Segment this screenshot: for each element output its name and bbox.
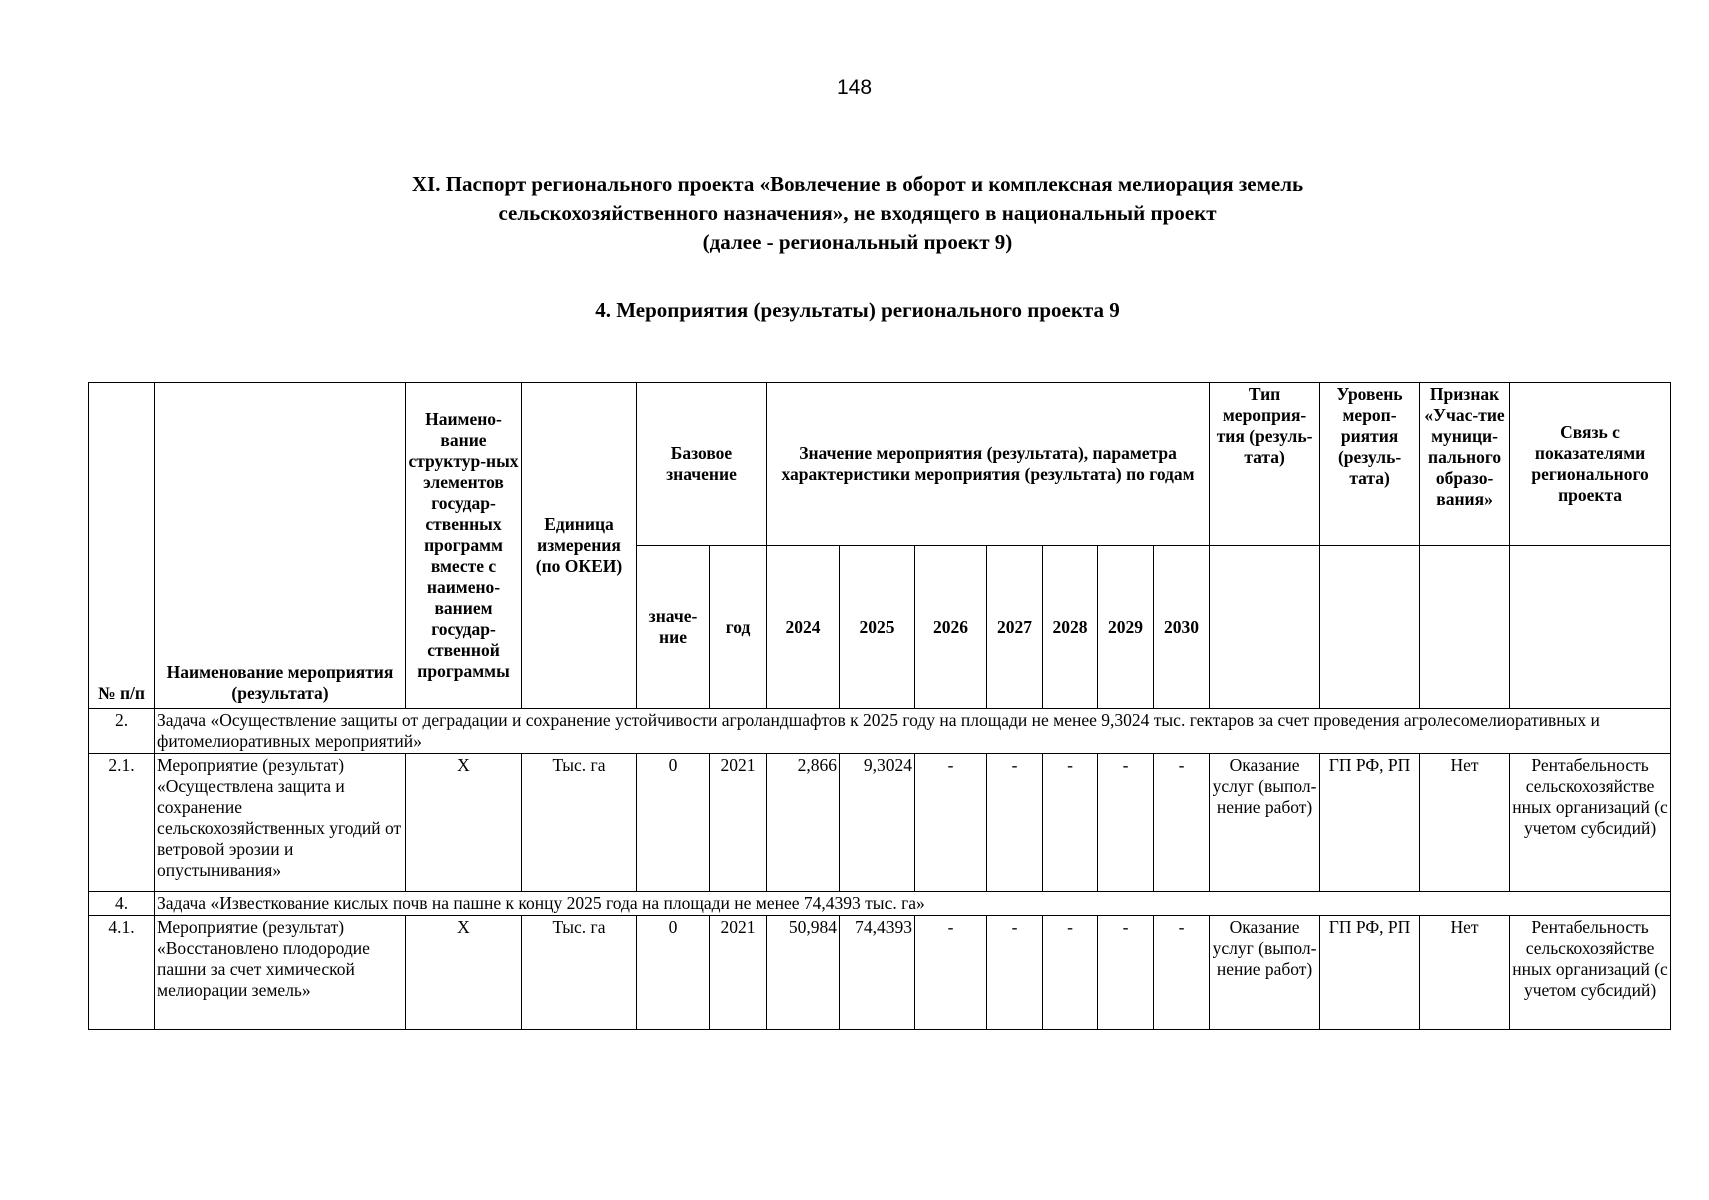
header-year-2027: 2027 [987, 546, 1043, 709]
row-2-1-level: ГП РФ, РП [1320, 754, 1420, 892]
table-row-4-1 [89, 916, 1671, 1030]
header-empty-level [1320, 546, 1420, 709]
row-2-1-value-2030: - [1154, 754, 1210, 892]
header-empty-municipal [1420, 546, 1510, 709]
row-4-1-value-2024: 50,984 [767, 916, 840, 1030]
row-4-1-value-2030: - [1154, 916, 1210, 1030]
task-2-text: Задача «Осуществление защиты от деградации и сохранение устойчивости агроландшафтов к 2025 году на площади не менее 9,3024 тыс. гектаров за счет проведения агролесомелиоративных и фитомелиоративных мероприятий» [155, 709, 1671, 754]
header-values-by-year: Значение мероприятия (результата), параметра характеристики мероприятия (результата) по годам [767, 383, 1210, 546]
row-2-1-name: Мероприятие (результат) «Осуществлена защита и сохранение сельскохозяйственных угодий от ветровой эрозии и опустынивания» [155, 754, 406, 892]
section-title: 4. Мероприятия (результаты) регионального проекта 9 [595, 298, 1120, 322]
row-2-1-municipal: Нет [1420, 754, 1510, 892]
row-2-1-value-2025: 9,3024 [840, 754, 915, 892]
header-num: № п/п [89, 383, 155, 709]
header-base-value-value: значе-ние [637, 546, 710, 709]
row-4-1-base-year: 2021 [710, 916, 767, 1030]
title-line-1: XI. Паспорт регионального проекта «Вовлечение в оборот и комплексная мелиорация земель [411, 172, 1304, 196]
header-link-indicators: Связь с показателями регионального проекта [1510, 383, 1671, 546]
task-4-num: 4. [89, 892, 155, 916]
row-2-1-base-value: 0 [637, 754, 710, 892]
row-4-1-value-2026: - [915, 916, 987, 1030]
row-4-1-base-value: 0 [637, 916, 710, 1030]
row-4-1-link: Рентабельность сельскохозяйстве нных организаций (с учетом субсидий) [1510, 916, 1671, 1030]
task-row-4 [89, 892, 1671, 916]
header-measure-name: Наименование мероприятия (результата) [155, 383, 406, 709]
table-row-2-1 [89, 754, 1671, 892]
row-2-1-base-year: 2021 [710, 754, 767, 892]
header-base-value-year: год [710, 546, 767, 709]
header-year-2028: 2028 [1043, 546, 1098, 709]
row-4-1-unit: Тыс. га [522, 916, 637, 1030]
header-measure-type: Тип мероприя-тия (резуль-тата) [1210, 383, 1320, 546]
row-2-1-value-2024: 2,866 [767, 754, 840, 892]
document-title [240, 170, 1475, 257]
page-number: 148 [836, 76, 873, 99]
header-measure-level: Уровень мероп-риятия (резуль-тата) [1320, 383, 1420, 546]
title-line-3: (далее - региональный проект 9) [702, 230, 1013, 254]
row-2-1-value-2028: - [1043, 754, 1098, 892]
row-2-1-value-2027: - [987, 754, 1043, 892]
row-4-1-name: Мероприятие (результат) «Восстановлено плодородие пашни за счет химической мелиорации земель» [155, 916, 406, 1030]
header-year-2026: 2026 [915, 546, 987, 709]
header-empty-link [1510, 546, 1671, 709]
header-unit: Единица измерения (по ОКЕИ) [522, 383, 637, 709]
row-4-1-value-2029: - [1098, 916, 1154, 1030]
row-2-1-value-2026: - [915, 754, 987, 892]
row-4-1-value-2028: - [1043, 916, 1098, 1030]
header-municipal-participation: Признак «Учас-тие муници-пального образо-вания» [1420, 383, 1510, 546]
header-year-2029: 2029 [1098, 546, 1154, 709]
header-year-2024: 2024 [767, 546, 840, 709]
row-4-1-level: ГП РФ, РП [1320, 916, 1420, 1030]
row-2-1-unit: Тыс. га [522, 754, 637, 892]
header-empty-type [1210, 546, 1320, 709]
row-4-1-value-2025: 74,4393 [840, 916, 915, 1030]
task-row-2 [89, 709, 1671, 754]
row-2-1-link: Рентабельность сельскохозяйстве нных организаций (с учетом субсидий) [1510, 754, 1671, 892]
task-2-num: 2. [89, 709, 155, 754]
row-4-1-num: 4.1. [89, 916, 155, 1030]
measures-table [88, 382, 1671, 1030]
header-year-2025: 2025 [840, 546, 915, 709]
row-4-1-struct: Х [406, 916, 522, 1030]
row-4-1-municipal: Нет [1420, 916, 1510, 1030]
row-2-1-type: Оказание услуг (выпол-нение работ) [1210, 754, 1320, 892]
title-line-2: сельскохозяйственного назначения», не входящего в национальный проект [498, 201, 1217, 225]
row-2-1-num: 2.1. [89, 754, 155, 892]
task-4-text: Задача «Известкование кислых почв на пашне к концу 2025 года на площади не менее 74,4393 тыс. га» [155, 892, 1671, 916]
header-base-value: Базовое значение [637, 383, 767, 546]
row-2-1-struct: Х [406, 754, 522, 892]
row-4-1-type: Оказание услуг (выпол-нение работ) [1210, 916, 1320, 1030]
row-4-1-value-2027: - [987, 916, 1043, 1030]
header-year-2030: 2030 [1154, 546, 1210, 709]
header-structural-elements: Наимено-вание структур-ных элементов государ-ственных программ вместе с наимено-ванием государ-ственной программы [406, 383, 522, 709]
row-2-1-value-2029: - [1098, 754, 1154, 892]
